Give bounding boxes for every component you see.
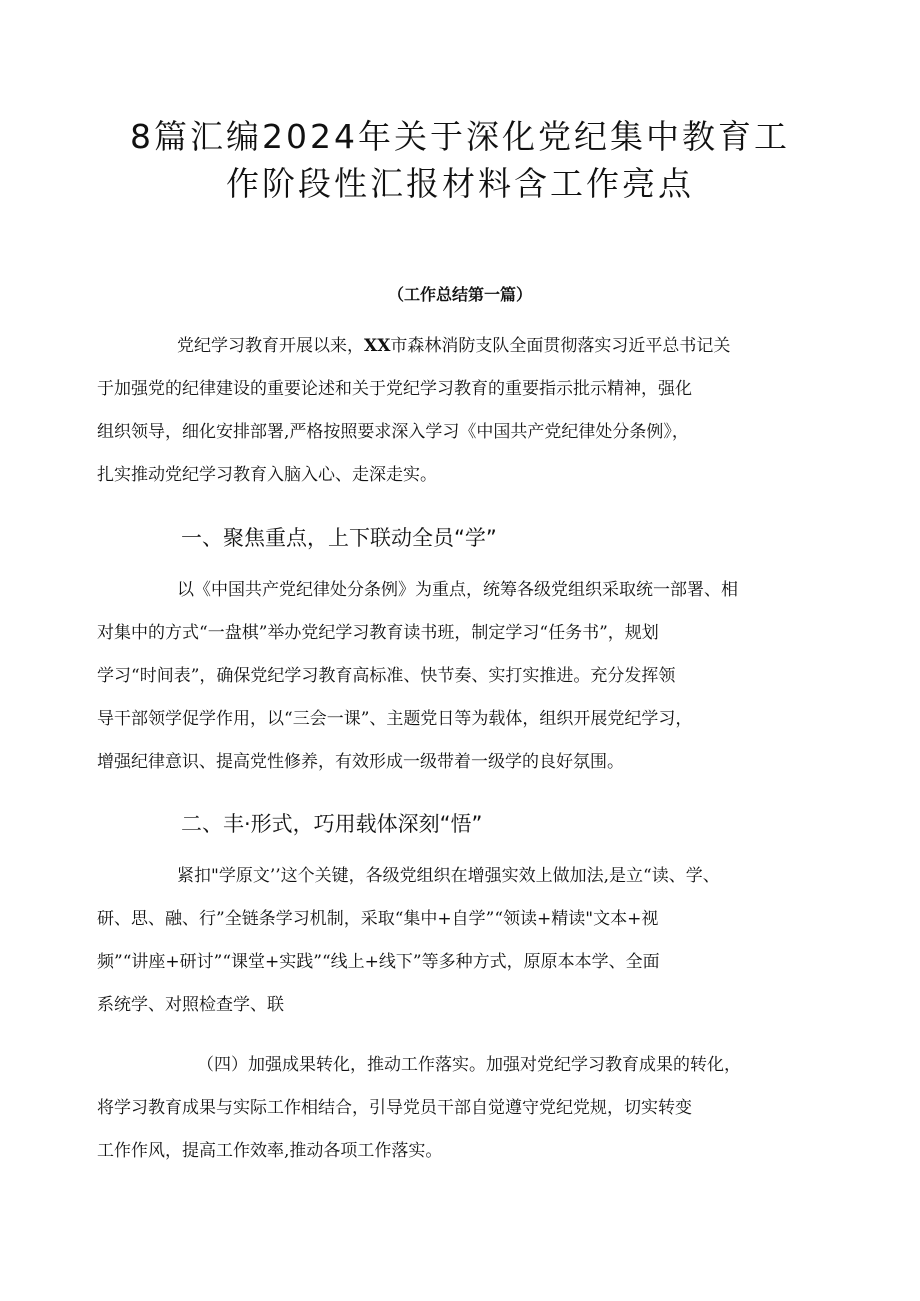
document-title-line-1: 8篇汇编2024年关于深化党纪集中教育工 — [130, 117, 790, 156]
intro-line-1-post: 市森林消防支队全面贯彻落实习近平总书记关 — [390, 336, 731, 356]
section-2-line-3: 频”“讲座+研讨”“课堂+实践”“线上+线下”等多种方式，原原本本学、全面 — [97, 952, 660, 972]
intro-paragraph — [97, 325, 793, 497]
intro-line-2: 于加强党的纪律建设的重要论述和关于党纪学习教育的重要指示批示精神，强化 — [97, 379, 692, 399]
section-1-line-3: 学习“时间表”，确保党纪学习教育高标准、快节奏、实打实推进。充分发挥领 — [97, 666, 676, 686]
section-4-paragraph — [97, 1044, 793, 1173]
section-1-line-5: 增强纪律意识、提高党性修养，有效形成一级带着一级学的良好氛围。 — [97, 752, 624, 772]
section-1-line-1: 以《中国共产党纪律处分条例》为重点，统筹各级党组织采取统一部署、相 — [177, 580, 738, 600]
section-1-line-4: 导干部领学促学作用，以“三会一课”、主题党日等为载体，组织开展党纪学习， — [97, 709, 693, 729]
section-1-heading: 一、聚焦重点，上下联动全员“学” — [181, 526, 497, 550]
intro-line-3: 组织领导，细化安排部署,严格按照要求深入学习《中国共产党纪律处分条例》， — [97, 422, 689, 442]
section-1-line-2: 对集中的方式“一盘棋”举办党纪学习教育读书班，制定学习“任务书”，规划 — [97, 623, 659, 643]
intro-line-1 — [137, 325, 793, 368]
document-subtitle: （工作总结第一篇） — [387, 285, 532, 304]
section-2-line-2: 研、思、融、行”全链条学习机制，采取“集中+自学”“领读+精读"文本+视 — [97, 909, 659, 929]
section-1-paragraph — [97, 569, 793, 784]
intro-line-1-pre: 党纪学习教育开展以来， — [177, 336, 364, 356]
intro-line-4: 扎实推动党纪学习教育入脑入心、走深走实。 — [97, 465, 437, 485]
section-2-paragraph — [97, 855, 793, 1027]
section-2-heading: 二、丰·形式，巧用载体深刻“悟” — [181, 812, 483, 836]
section-2-line-4: 系统学、对照检查学、联 — [97, 995, 284, 1015]
section-4-line-2: 将学习教育成果与实际工作相结合，引导党员干部自觉遵守党纪党规，切实转变 — [97, 1098, 692, 1118]
section-2-line-1: 紧扣"学原文’’这个关键，各级党组织在增强实效上做加法,是立“读、学、 — [177, 866, 720, 886]
document-title-line-2: 作阶段性汇报材料含工作亮点 — [226, 164, 694, 203]
section-4-line-3: 工作作风，提高工作效率,推动各项工作落实。 — [97, 1141, 443, 1161]
intro-line-1-city: XX — [364, 336, 391, 356]
section-4-line-1: （四）加强成果转化，推动工作落实。加强对党纪学习教育成果的转化， — [197, 1055, 741, 1075]
